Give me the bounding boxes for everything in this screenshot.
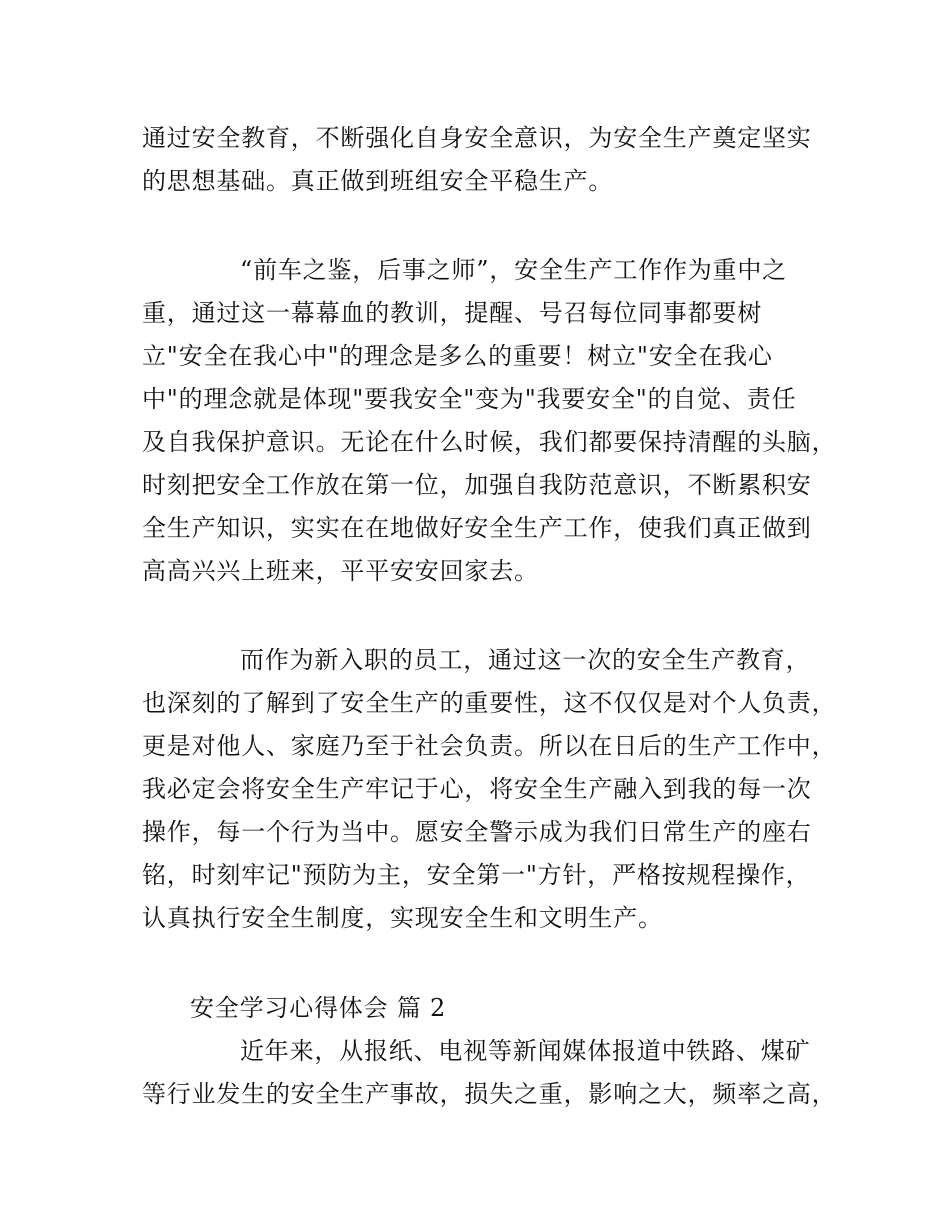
paragraph-2-line-1: “前车之鉴，后事之师”，安全生产工作作为重中之 xyxy=(240,256,787,284)
paragraph-4-line-2: 等行业发生的安全生产事故，损失之重，影响之大，频率之高， xyxy=(142,1080,837,1108)
paragraph-2-line-6: 时刻把安全工作放在第一位，加强自我防范意识，不断累积安 xyxy=(142,471,812,499)
paragraph-3-line-4: 我必定会将安全生产牢记于心，将安全生产融入到我的每一次 xyxy=(142,775,812,803)
paragraph-2-line-3: 立"安全在我心中"的理念是多么的重要！树立"安全在我心 xyxy=(142,342,773,370)
paragraph-3-line-6: 铭，时刻牢记"预防为主，安全第一"方针，严格按规程操作， xyxy=(142,861,811,889)
paragraph-2-line-4: 中"的理念就是体现"要我安全"变为"我要安全"的自觉、责任 xyxy=(142,385,797,413)
paragraph-1-line-1: 通过安全教育，不断强化自身安全意识，为安全生产奠定坚实 xyxy=(142,124,812,152)
paragraph-3-line-3: 更是对他人、家庭乃至于社会负责。所以在日后的生产工作中， xyxy=(142,732,837,760)
paragraph-3-line-1: 而作为新入职的员工，通过这一次的安全生产教育， xyxy=(240,646,811,674)
paragraph-4-line-1: 近年来，从报纸、电视等新闻媒体报道中铁路、煤矿 xyxy=(240,1037,811,1065)
paragraph-3-line-7: 认真执行安全生制度，实现安全生和文明生产。 xyxy=(142,904,663,932)
paragraph-2-line-5: 及自我保护意识。无论在什么时候，我们都要保持清醒的头脑， xyxy=(142,428,837,456)
paragraph-2-line-2: 重，通过这一幕幕血的教训，提醒、号召每位同事都要树 xyxy=(142,299,762,327)
paragraph-1-line-2: 的思想基础。真正做到班组安全平稳生产。 xyxy=(142,167,614,195)
paragraph-2-line-7: 全生产知识，实实在在地做好安全生产工作，使我们真正做到 xyxy=(142,514,812,542)
section-heading: 安全学习心得体会 篇 2 xyxy=(190,994,447,1022)
paragraph-3-line-5: 操作，每一个行为当中。愿安全警示成为我们日常生产的座右 xyxy=(142,818,812,846)
paragraph-2-line-8: 高高兴兴上班来，平平安安回家去。 xyxy=(142,557,539,585)
paragraph-3-line-2: 也深刻的了解到了安全生产的重要性，这不仅仅是对个人负责， xyxy=(142,689,837,717)
